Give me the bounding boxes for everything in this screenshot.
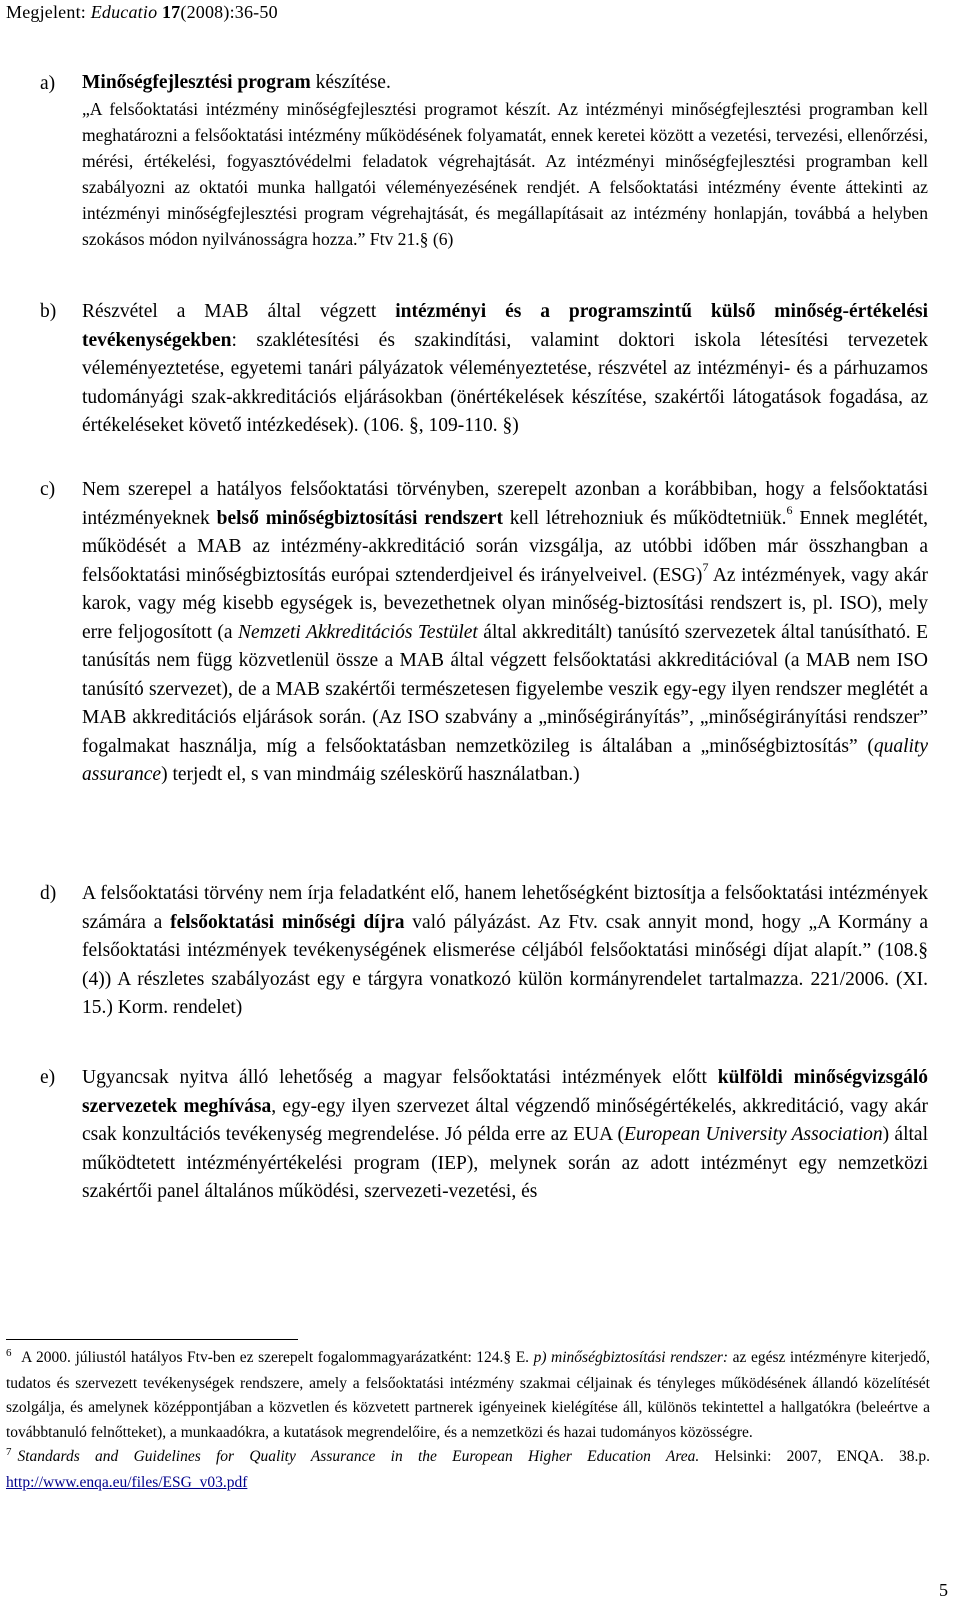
- footnote-ref-6[interactable]: 6: [786, 503, 793, 517]
- journal-header: [6, 2, 278, 23]
- item-a-text: „A felsőoktatási intézmény minőségfejlesztési programot készít. Az intézményi minőségfejlesztési programban kell meghatározni a felsőoktatási intézmény működésének folyamatát, ennek keretei között a vezetési, tervezési, ellenőrzési, mérési, értékelési, fogyasztóvédelmi feladatok végrehajtását. Az intézményi minőségfejlesztési programban kell szabályozni az oktatói munka hallgatói véleményezésének rendjét. A felsőoktatási intézmény évente áttekinti az intézményi minőségfejlesztési program végrehajtását, és megállapításait az intézmény honlapján, továbbá a helyben szokásos módon nyilvánosságra hozza.” Ftv 21.§ (6): [82, 99, 928, 249]
- journal-year-pages: (2008):36-50: [180, 2, 278, 22]
- list-item-b: [40, 298, 928, 441]
- item-label: b): [40, 301, 57, 322]
- footnote-6: $^6$ A 2000. júliustól hatályos Ftv-ben ez szerepelt fogalommagyarázatként: 124.§ E. p) minőségbiztosítási rendszer: az egész intézményre kiterjedő, tudatos és szervezett tevékenységek rendszere, amely a felsőoktatási intézmény szakmai céljainak és tényleges működésének állandó közelítését szolgálja, és amelynek középpontjában a közvetlen és közvetett partnerek igényeinek kielégítése áll, különös tekintettel a hallgatókra (beleértve a továbbtanuló felnőtteket), a munkaadókra, a kutatások megrendelőire, és a nemzetközi és hazai tudományos közösségre.: [6, 1347, 931, 1441]
- item-label: d): [40, 883, 57, 904]
- journal-prefix: Megjelent:: [6, 2, 91, 22]
- item-label: c): [40, 479, 56, 500]
- footnote-ref-7[interactable]: 7: [702, 560, 709, 574]
- list-item-c: [40, 476, 928, 790]
- item-a-title: Minőségfejlesztési program: [82, 72, 311, 93]
- journal-volume: 17: [161, 2, 181, 22]
- list-item-e: [40, 1064, 928, 1207]
- footnote-divider: [6, 1339, 298, 1340]
- list-item-d: [40, 880, 928, 1023]
- item-label: a): [40, 73, 56, 94]
- item-e-text: Ugyancsak nyitva álló lehetőség a magyar felsőoktatási intézmények előtt külföldi minőségvizsgáló szervezetek meghívása, egy-egy ilyen szervezet által végzendő minőségértékelés, akkreditáció, vagy akár csak konzultációs tevékenység megrendelése. Jó példa erre az EUA (European University Association) által működtetett intézményértékelési program (IEP), melynek során az adott intézményt egy nemzetközi szakértői panel általános működési, szervezeti-vezetési, és: [82, 1067, 929, 1202]
- esg-link[interactable]: http://www.enqa.eu/files/ESG_v03.pdf: [6, 1473, 248, 1491]
- footnotes: [6, 1346, 930, 1495]
- item-b-text: Részvétel a MAB által végzett intézményi és a programszintű külső minőség-értékelési tevékenységekben: szaklétesítési és szakindítási, valamint doktori iskola létesítési tervezetek véleményeztetése, egyetemi tanári pályázatok véleményeztetése, részvétel az intézményi- és a párhuzamos tudományági szak-akkreditációs eljárásokban (önértékelések készítése, szakértői látogatások fogadása, az értékeléseket követő intézkedések). (106. §, 109-110. §): [82, 301, 928, 436]
- item-d-text: A felsőoktatási törvény nem írja feladatként elő, hanem lehetőségként biztosítja a felsőoktatási intézmények számára a felsőoktatási minőségi díjra való pályázást. Az Ftv. csak annyit mond, hogy „A Kormány a felsőoktatási intézmények tevékenységének elismerése céljából felsőoktatási minőségi díjat alapít.” (108.§ (4)) A részletes szabályozást egy e tárgyra vonatkozó külön kormányrendelet tartalmazza. 221/2006. (XI. 15.) Korm. rendelet): [82, 883, 928, 1018]
- footnote-7: $^7$ Standards and Guidelines for Quality Assurance in the European Higher Education Area. Helsinki: 2007, ENQA. 38.p. http://www.enqa.eu/files/ESG_v03.pdf: [6, 1446, 930, 1491]
- page-number: 5: [939, 1580, 948, 1600]
- list-item-a: a) Minőségfejlesztési program készítése. „A felsőoktatási intézmény minőségfejlesztési programot készít. Az intézményi minőségfejlesztési programban kell meghatározni a felsőoktatási intézmény működésének folyamatát, ennek keretei között a vezetési, tervezési, ellenőrzési, mérési, értékelési, fogyasztóvédelmi feladatok végrehajtását. Az intézményi minőségfejlesztési programban kell szabályozni az oktatói munka hallgatói véleményezésének rendjét. A felsőoktatási intézmény évente áttekinti az intézményi minőségfejlesztési program végrehajtását, és megállapításait az intézmény honlapján, továbbá a helyben szokásos módon nyilvánosságra hozza.” Ftv 21.§ (6): [40, 70, 928, 252]
- item-label: e): [40, 1067, 56, 1088]
- journal-name: Educatio: [90, 2, 158, 22]
- item-c-text: Nem szerepel a hatályos felsőoktatási törvényben, szerepelt azonban a korábbiban, hogy a felsőoktatási intézményeknek belső minőségbiztosítási rendszert kell létrehozniuk és működtetniük.$^6$ Ennek meglétét, működését a MAB az intézmény-akkreditáció során vizsgálja, az utóbbi időben már összhangban a felsőoktatási minőségbiztosítás európai sztenderdjeivel és irányelveivel. (ESG)$^7$ Az intézmények, vagy akár karok, vagy még kisebb egységek is, bevezethetnek olyan minőség-biztosítási rendszert is, pl. ISO), mely erre feljogosított (a Nemzeti Akkreditációs Testület által akkreditált) tanúsító szervezetek által tanúsítható. E tanúsítás nem függ közvetlenül össze a MAB által végzett felsőoktatási akkreditációval (a MAB nem ISO tanúsító szervezet), de a MAB szakértői természetesen figyelembe veszik egy-egy ilyen rendszer meglétét a MAB akkreditációs eljárások során. (Az ISO szabvány a „minőségirányítás”, „minőségirányítási rendszer” fogalmakat használja, míg a felsőoktatásban nemzetközileg is általában a „minőségbiztosítás” (quality assurance) terjedt el, s van mindmáig széleskörű használatban.): [82, 479, 928, 785]
